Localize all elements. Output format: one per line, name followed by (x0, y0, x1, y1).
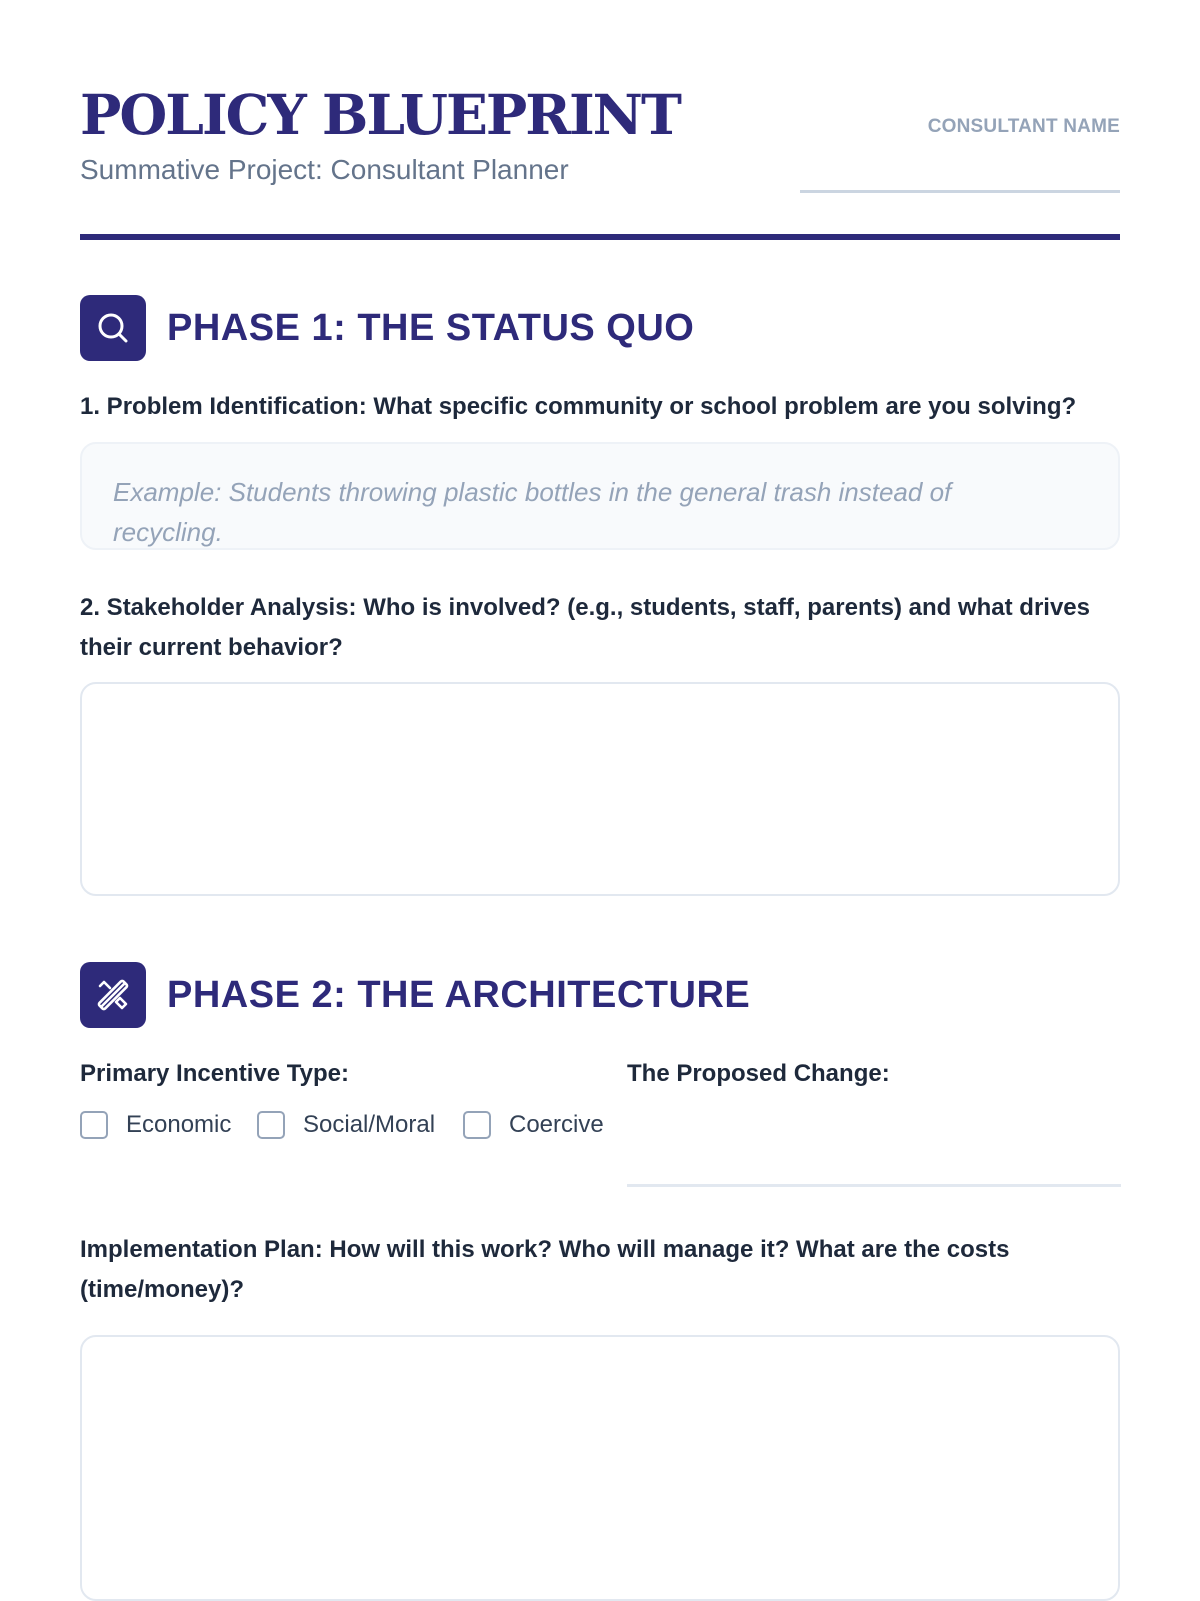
consultant-name-label: CONSULTANT NAME (927, 116, 1120, 137)
implementation-plan-answer[interactable] (80, 1335, 1120, 1601)
page-title: POLICY BLUEPRINT (80, 82, 680, 147)
page-subtitle: Summative Project: Consultant Planner (80, 154, 569, 185)
question-problem-identification: 1. Problem Identification: What specific community or school problem are you solving? (80, 393, 1077, 420)
phase-1-title: PHASE 1: THE STATUS QUO (167, 307, 695, 349)
proposed-change-label: The Proposed Change: (627, 1060, 890, 1087)
phase-2-title: PHASE 2: THE ARCHITECTURE (167, 974, 751, 1016)
search-icon (80, 295, 146, 361)
problem-identification-answer[interactable] (80, 442, 1120, 550)
checkbox-label: Coercive (509, 1111, 604, 1138)
checkbox[interactable] (463, 1111, 491, 1139)
question-stakeholder-analysis: 2. Stakeholder Analysis: Who is involved? (e.g., students, staff, parents) and what drives their current behavior? (80, 594, 1090, 661)
incentive-type-label: Primary Incentive Type: (80, 1060, 349, 1087)
example-placeholder-text: Example: Students throwing plastic bottles in the general trash instead of recycling. (113, 477, 952, 547)
checkbox-label: Social/Moral (303, 1111, 436, 1138)
header-divider (80, 234, 1120, 240)
incentive-option-social-moral[interactable] (257, 1109, 435, 1141)
proposed-change-field[interactable] (627, 1184, 1121, 1187)
checkbox[interactable] (80, 1111, 108, 1139)
incentive-option-economic[interactable] (80, 1109, 231, 1141)
consultant-name-field[interactable] (800, 190, 1120, 193)
incentive-option-coercive[interactable] (463, 1109, 604, 1141)
checkbox-label: Economic (126, 1111, 232, 1138)
question-implementation-plan: Implementation Plan: How will this work? Who will manage it? What are the costs (time/money)? (80, 1236, 1010, 1303)
pencil-ruler-icon (80, 962, 146, 1028)
checkbox[interactable] (257, 1111, 285, 1139)
stakeholder-analysis-answer[interactable] (80, 682, 1120, 896)
